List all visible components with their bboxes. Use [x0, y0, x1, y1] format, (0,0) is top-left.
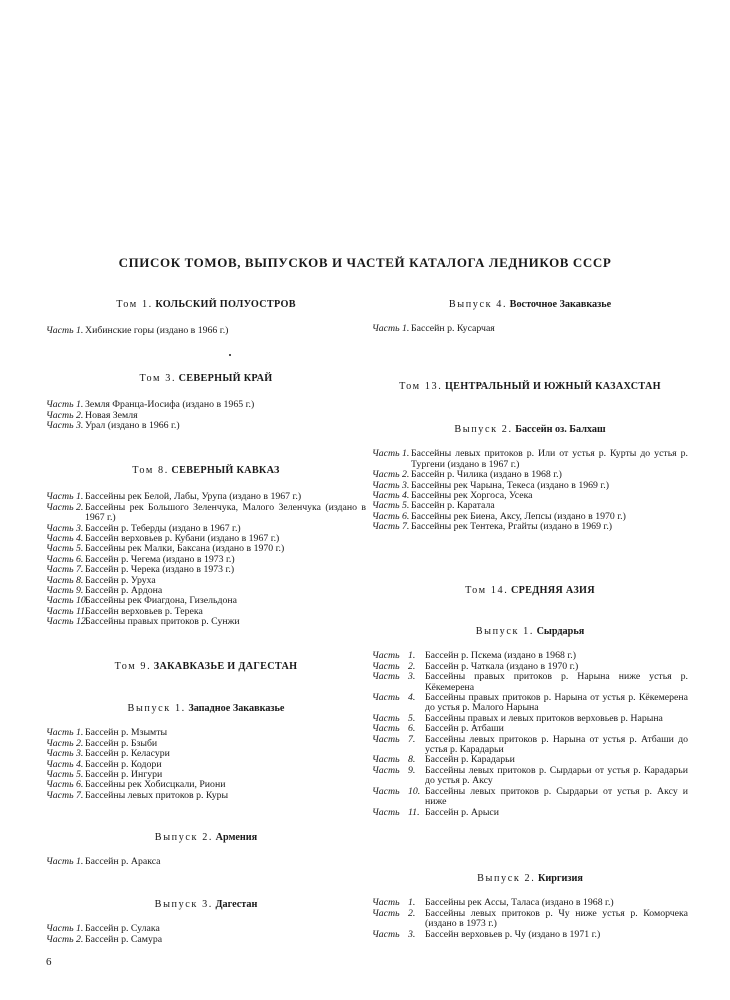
- part-number: 6.: [408, 723, 416, 735]
- part-item: [46, 617, 366, 627]
- part-text: Бассейн р. Кусарчая: [411, 323, 495, 335]
- part-label: Часть 4.: [46, 533, 84, 545]
- part-text: Бассейн верховьев р. Кубани (издано в 1967 г.): [85, 533, 280, 545]
- part-label: Часть 1.: [46, 923, 84, 935]
- part-text: Бассейн р. Атбаши: [425, 723, 504, 735]
- part-label: Часть 5.: [46, 769, 84, 781]
- part-text: Бассейн р. Черека (издано в 1973 г.): [85, 564, 235, 576]
- part-text: Бассейн верховьев р. Чу (издано в 1971 г.): [425, 928, 601, 940]
- part-item: [46, 503, 366, 524]
- part-text: Бассейны рек Хобисцкали, Риони: [85, 779, 226, 791]
- part-number: 11.: [408, 806, 420, 818]
- volume-13: [372, 382, 688, 408]
- part-text: Бассейн р. Мзымты: [85, 727, 168, 739]
- part-text: Бассейн р. Кодори: [85, 758, 162, 770]
- part-word: Часть: [372, 806, 400, 818]
- part-number: 7.: [408, 733, 416, 745]
- volume-heading: Том 9. ЗАКАВКАЗЬЕ И ДАГЕСТАН: [114, 661, 298, 672]
- part-word: Часть: [372, 785, 400, 797]
- part-word: Часть: [372, 650, 400, 662]
- part-word: Часть: [372, 733, 400, 745]
- volume-1: [46, 300, 366, 337]
- part-label: Часть 1.: [372, 323, 410, 335]
- part-item: [372, 909, 688, 930]
- part-label: [372, 766, 415, 776]
- part-word: Часть: [372, 897, 400, 909]
- part-item: [372, 808, 688, 818]
- part-label: [372, 808, 420, 818]
- part-label: Часть 1.: [46, 727, 84, 739]
- part-item: [372, 735, 688, 756]
- part-text: Бассейн р. Сулака: [85, 923, 160, 935]
- part-text: Новая Земля: [85, 409, 138, 421]
- part-text: Бассейны правых притоков р. Сунжи: [85, 616, 240, 628]
- part-text: Бассейны правых притоков р. Нарына ниже устья р. Кёкемерена: [425, 671, 688, 693]
- part-number: 2.: [408, 660, 416, 672]
- part-number: 3.: [408, 928, 416, 940]
- part-item: [46, 935, 366, 945]
- part-number: 10.: [408, 785, 421, 797]
- part-word: Часть: [372, 764, 400, 776]
- parts-list: [46, 326, 366, 336]
- volume-heading: Том 1. КОЛЬСКИЙ ПОЛУОСТРОВ: [116, 299, 296, 310]
- part-label: Часть 2.: [46, 409, 84, 421]
- part-item: [372, 714, 688, 724]
- issue-west-transcaucasia: [46, 704, 366, 801]
- part-text: Бассейн р. Келасури: [85, 748, 170, 760]
- part-label: [372, 787, 420, 797]
- part-label: Часть 1.: [46, 325, 84, 337]
- part-item: [372, 324, 688, 334]
- parts-list: [372, 449, 688, 532]
- volume-3: [46, 374, 366, 432]
- part-text: Бассейны рек Малки, Баксана (издано в 1970 г.): [85, 543, 285, 555]
- parts-list: [372, 898, 688, 940]
- part-label: Часть 2.: [46, 933, 84, 945]
- part-label: [372, 930, 415, 940]
- issue-east-transcaucasia: [372, 300, 688, 335]
- parts-list: [46, 400, 366, 431]
- part-text: Бассейны рек Ассы, Таласа (издано в 1968 г.): [425, 897, 614, 909]
- issue-dagestan: [46, 900, 366, 945]
- parts-list: [46, 857, 366, 867]
- part-number: 4.: [408, 692, 416, 704]
- part-label: Часть 1.: [372, 448, 410, 460]
- dot-mark: [229, 354, 231, 356]
- issue-syrdarya: [372, 627, 688, 818]
- part-label: [372, 693, 415, 703]
- part-text: Бассейн р. Аракса: [85, 856, 161, 868]
- part-item: [372, 766, 688, 787]
- part-label: Часть 7.: [46, 564, 84, 576]
- part-text: Бассейны рек Биена, Аксу, Лепсы (издано в 1970 г.): [411, 510, 626, 522]
- part-word: Часть: [372, 660, 400, 672]
- part-text: Земля Франца-Иосифа (издано в 1965 г.): [85, 399, 255, 411]
- part-text: Бассейны левых притоков р. Сырдарьи от устья р. Аксу и ниже: [425, 785, 688, 808]
- part-number: 3.: [408, 671, 416, 683]
- issue-balkhash: [372, 425, 688, 533]
- part-label: Часть 6.: [372, 510, 410, 522]
- part-label: Часть 5.: [372, 500, 410, 512]
- part-label: Часть 1.: [46, 399, 84, 411]
- volume-heading: Том 3. СЕВЕРНЫЙ КРАЙ: [139, 373, 273, 384]
- part-text: Бассейны левых притоков р. Чу ниже устья р. Коморчека (издано в 1973 г.): [425, 907, 688, 930]
- part-text: Бассейн р. Уруха: [85, 574, 156, 586]
- part-text: Бассейны левых притоков р. Или от устья р. Курты до устья р. Тургени (издано в 1967 г.): [411, 448, 688, 470]
- part-text: Бассейн р. Арыси: [425, 806, 500, 818]
- part-item: [372, 930, 688, 940]
- part-label: Часть 9.: [46, 585, 84, 597]
- volume-9: [46, 662, 366, 688]
- part-text: Бассейны левых притоков р. Сырдарьи от устья р. Карадарьи до устья р. Аксу: [425, 764, 688, 787]
- parts-list: [46, 924, 366, 945]
- issue-heading: Выпуск 1. Западное Закавказье: [127, 703, 285, 714]
- part-label: Часть 3.: [46, 420, 84, 432]
- part-number: 1.: [408, 897, 416, 909]
- part-label: Часть 3.: [46, 748, 84, 760]
- part-label: Часть 6.: [46, 779, 84, 791]
- part-item: [372, 693, 688, 714]
- part-label: Часть 5.: [46, 543, 84, 555]
- issue-heading: Выпуск 2. Киргизия: [477, 873, 583, 884]
- part-number: 9.: [408, 764, 416, 776]
- part-text: Бассейны рек Белой, Лабы, Урупа (издано в 1967 г.): [85, 491, 302, 503]
- part-label: Часть 11.: [46, 605, 88, 617]
- issue-kyrgyzstan: [372, 874, 688, 940]
- part-text: Бассейн р. Ардона: [85, 585, 163, 597]
- volume-8: [46, 466, 366, 628]
- part-label: Часть 2.: [372, 469, 410, 481]
- part-number: 1.: [408, 650, 416, 662]
- issue-heading: Выпуск 2. Бассейн оз. Балхаш: [454, 424, 606, 435]
- part-text: Бассейны рек Чарына, Текеса (издано в 1969 г.): [411, 479, 609, 491]
- part-label: Часть 2.: [46, 501, 84, 513]
- part-label: Часть 1.: [46, 856, 84, 868]
- part-label: Часть 4.: [46, 758, 84, 770]
- part-text: Хибинские горы (издано в 1966 г.): [85, 325, 229, 337]
- part-text: Бассейны рек Тентека, Ргайты (издано в 1969 г.): [411, 521, 613, 533]
- parts-list: [46, 492, 366, 627]
- part-number: 5.: [408, 712, 416, 724]
- part-text: Бассейны рек Фиагдона, Гизельдона: [85, 595, 237, 607]
- part-label: Часть 8.: [46, 574, 84, 586]
- issue-heading: Выпуск 1. Сырдарья: [475, 626, 585, 637]
- part-word: Часть: [372, 692, 400, 704]
- part-label: Часть 1.: [46, 491, 84, 503]
- part-label: [372, 909, 415, 919]
- volume-heading: Том 13. ЦЕНТРАЛЬНЫЙ И ЮЖНЫЙ КАЗАХСТАН: [399, 381, 661, 392]
- part-word: Часть: [372, 907, 400, 919]
- part-label: Часть 3.: [46, 522, 84, 534]
- part-item: [46, 326, 366, 336]
- part-text: Бассейн р. Чаткала (издано в 1970 г.): [425, 660, 579, 672]
- parts-list: [46, 728, 366, 801]
- part-text: Бассейн р. Теберды (издано в 1967 г.): [85, 522, 241, 534]
- part-text: Бассейн р. Карадарьи: [425, 754, 515, 766]
- part-item: [46, 791, 366, 801]
- part-text: Бассейны рек Хоргоса, Усека: [411, 490, 533, 502]
- page-title: СПИСОК ТОМОВ, ВЫПУСКОВ И ЧАСТЕЙ КАТАЛОГА ЛЕДНИКОВ СССР: [118, 255, 612, 270]
- part-text: Бассейн р. Самура: [85, 933, 163, 945]
- issue-armenia: [46, 833, 366, 868]
- page-number: 6: [46, 956, 52, 968]
- issue-heading: Выпуск 3. Дагестан: [154, 899, 258, 910]
- parts-list: [372, 651, 688, 818]
- part-item: [372, 522, 688, 532]
- volume-heading: Том 14. СРЕДНЯЯ АЗИЯ: [465, 585, 595, 596]
- part-label: Часть 12.: [46, 616, 89, 628]
- part-text: Бассейн р. Пскема (издано в 1968 г.): [425, 650, 576, 662]
- part-text: Бассейн р. Бзыби: [85, 737, 158, 749]
- part-label: [372, 735, 415, 745]
- part-text: Бассейны рек Большого Зеленчука, Малого Зеленчука (издано в 1967 г.): [85, 501, 366, 524]
- part-label: Часть 3.: [372, 479, 410, 491]
- part-word: Часть: [372, 671, 400, 683]
- issue-heading: Выпуск 4. Восточное Закавказье: [448, 299, 612, 310]
- part-text: Бассейн р. Каратала: [411, 500, 495, 512]
- part-word: Часть: [372, 712, 400, 724]
- part-number: 8.: [408, 754, 416, 766]
- part-item: [46, 421, 366, 431]
- part-label: Часть 10.: [46, 595, 89, 607]
- part-text: Урал (издано в 1966 г.): [85, 420, 180, 432]
- part-word: Часть: [372, 723, 400, 735]
- part-label: Часть 2.: [46, 737, 84, 749]
- part-text: Бассейны левых притоков р. Куры: [85, 789, 229, 801]
- part-word: Часть: [372, 928, 400, 940]
- part-label: Часть 6.: [46, 553, 84, 565]
- part-label: Часть 7.: [46, 789, 84, 801]
- part-item: [372, 449, 688, 470]
- parts-list: [372, 324, 688, 334]
- part-text: Бассейн р. Чилика (издано в 1968 г.): [411, 469, 562, 481]
- part-item: [372, 672, 688, 693]
- part-word: Часть: [372, 754, 400, 766]
- issue-heading: Выпуск 2. Армения: [154, 832, 258, 843]
- part-label: Часть 4.: [372, 490, 410, 502]
- part-label: Часть 7.: [372, 521, 410, 533]
- part-number: 2.: [408, 907, 416, 919]
- part-text: Бассейн р. Ингури: [85, 769, 163, 781]
- part-text: Бассейны левых притоков р. Нарына от устья р. Атбаши до устья р. Карадарьи: [425, 733, 688, 756]
- part-text: Бассейны правых притоков р. Нарына от устья р. Кёкемерена до устья р. Малого Нарына: [425, 692, 688, 714]
- part-label: [372, 672, 415, 682]
- part-item: [372, 787, 688, 808]
- part-text: Бассейн р. Чегема (издано в 1973 г.): [85, 553, 235, 565]
- volume-heading: Том 8. СЕВЕРНЫЙ КАВКАЗ: [132, 465, 280, 476]
- part-text: Бассейны правых и левых притоков верховьев р. Нарына: [425, 712, 663, 724]
- part-item: [46, 857, 366, 867]
- part-text: Бассейн верховьев р. Терека: [85, 605, 203, 617]
- volume-14: [372, 586, 688, 612]
